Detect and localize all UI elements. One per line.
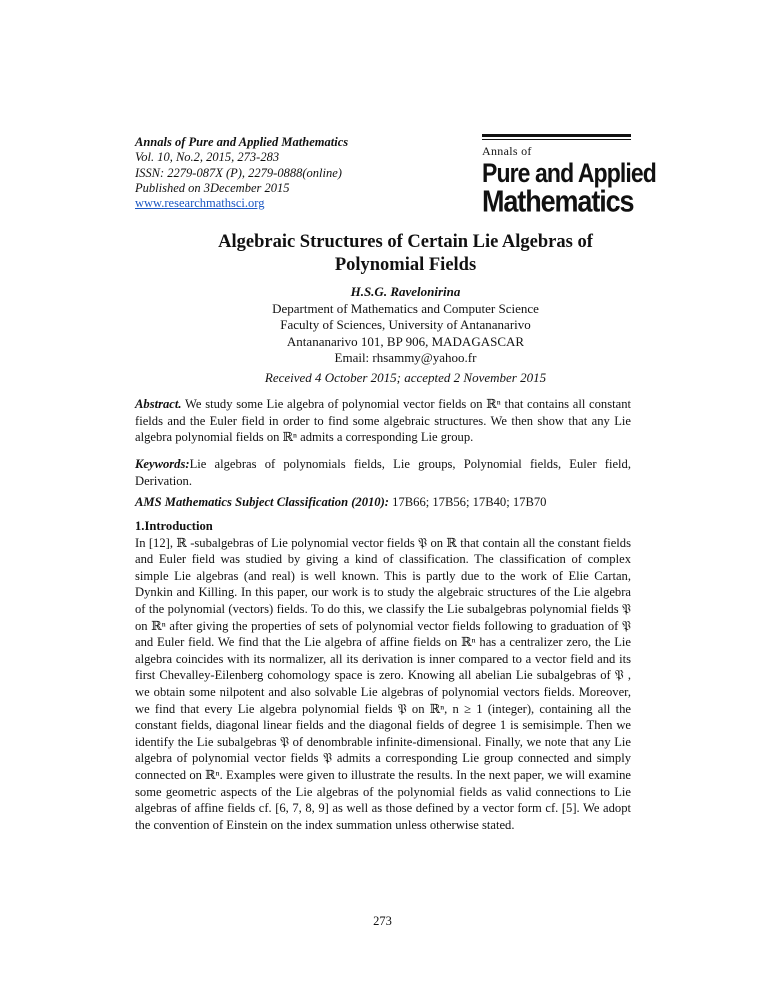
title-line-2: Polynomial Fields [334,255,477,275]
logo-rule-thin [482,139,631,140]
affiliation-department: Department of Mathematics and Computer Science [272,300,539,316]
paper-title [135,231,676,277]
abstract-label: Abstract. [135,397,182,411]
journal-published: Published on 3December 2015 [135,180,290,195]
journal-name: Annals of Pure and Applied Mathematics [135,135,349,149]
introduction-text: In [12], ℝ -subalgebras of Lie polynomial vector fields 𝔓 on ℝ that contain all the constant fields and Euler field was studied by giving a kind of classification. The classification of complex simple Lie algebras (and real) is well known. This is partly due to the work of Elie Cartan, Dynkin and Killing. In this paper, our work is to study the algebraic structures of the Lie algebra of the polynomial (vectors) fields. To do this, we classify the Lie subalgebras polynomial fields 𝔓 on ℝⁿ after giving the properties of sets of polynomial vector fields following to graduation of 𝔓 and Euler field. We find that the Lie algebra of affine fields on ℝⁿ has a centralizer zero, the Lie algebra coincides with its normalizer, all its derivation is inner compared to a vector field and its first Chevalley-Eilenberg cohomology space is zero. Knowing all abelian Lie subalgebras of 𝔓 , we obtain some nilpotent and also solvable Lie algebras of polynomial vectors fields. Moreover, we find that every Lie algebra polynomial fields 𝔓 on ℝⁿ, n ≥ 1 (integer), containing all the constant fields, diagonal linear fields and the diagonal fields of degree 1 is semisimple. Then we identify the Lie subalgebras 𝔓 of denombrable infinite-dimensional. Finally, we note that any Lie algebra of polynomial vector fields 𝔓 admits a corresponding Lie group connected and simply connected on ℝⁿ. Examples were given to illustrate the results. In the next paper, we will examine some geometric aspects of the Lie algebras of the polynomial fields as valid connections to Lie algebras of affine fields cf. [6, 7, 8, 9] as well as those defined by a vector form cf. [5]. We adopt the convention of Einstein on the index summation unless otherwise stated. [135,535,631,832]
introduction-section [135,518,631,833]
author-name: H.S.G. Ravelonirina [350,284,461,299]
logo-line-2: Pure and Applied [482,157,656,188]
page-number: 273 [373,914,392,928]
journal-url-link[interactable]: www.researchmathsci.org [135,196,265,211]
journal-volume: Vol. 10, No.2, 2015, 273-283 [135,150,280,165]
affiliation-address: Antananarivo 101, BP 906, MADAGASCAR [286,333,525,349]
author-email: Email: rhsammy@yahoo.fr [334,350,477,365]
logo-rule-thick [482,134,631,137]
logo-line-3: Mathematics [482,184,634,219]
abstract [135,396,631,446]
ams-text: 17B66; 17B56; 17B40; 17B70 [389,495,547,509]
abstract-text: We study some Lie algebra of polynomial vector fields on ℝⁿ that contains all constant fields and the Euler field in order to find some algebraic structures. We then show that any Lie algebra polynomial fields on ℝⁿ admits a corresponding Lie group. [135,397,632,445]
journal-info [135,135,348,211]
title-line-1: Algebraic Structures of Certain Lie Algebras of [218,232,593,252]
logo-line-1: Annals of [482,144,532,158]
ams-label: AMS Mathematics Subject Classification (2010): [135,495,389,509]
journal-issn: ISSN: 2279-087X (P), 2279-0888(online) [135,165,342,180]
received-dates: Received 4 October 2015; accepted 2 November 2015 [264,370,547,385]
author-block [135,284,676,367]
journal-logo [482,134,656,219]
introduction-heading: 1.Introduction [135,519,213,533]
keywords-text: Lie algebras of polynomials fields, Lie groups, Polynomial fields, Euler field, Derivation. [135,457,631,488]
keywords [135,456,631,489]
ams-classification [135,494,631,511]
keywords-label: Keywords: [135,457,190,471]
affiliation-faculty: Faculty of Sciences, University of Antananarivo [280,317,531,332]
